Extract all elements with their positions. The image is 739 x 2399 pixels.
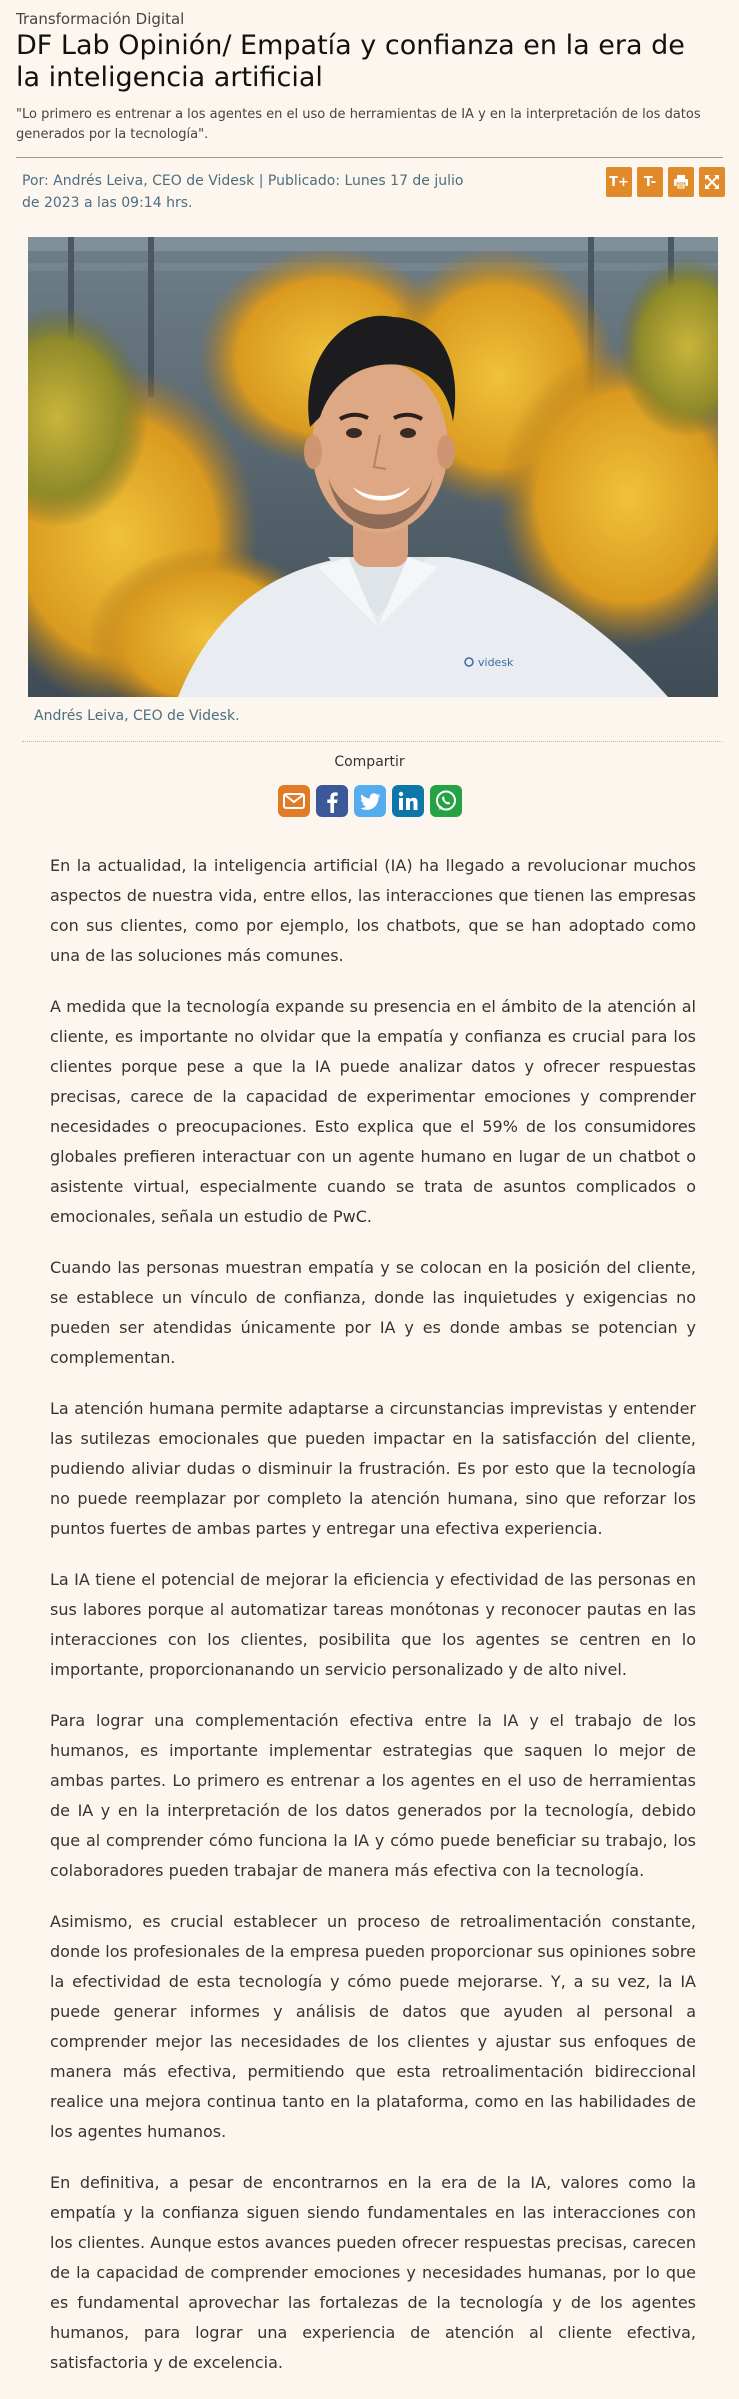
share-linkedin-button[interactable] (392, 785, 424, 817)
facebook-icon (320, 789, 344, 813)
article-tools (606, 167, 725, 197)
expand-button[interactable] (699, 167, 725, 197)
share-divider (22, 741, 722, 742)
print-icon (673, 174, 689, 190)
byline: Por: Andrés Leiva, CEO de Videsk | Publicado: Lunes 17 de julio de 2023 a las 09:14 hrs. (22, 173, 464, 211)
print-button[interactable] (668, 167, 694, 197)
email-icon (282, 789, 306, 813)
share-label: Compartir (334, 754, 405, 770)
article-paragraph: La atención humana permite adaptarse a circunstancias imprevistas y entender las sutilezas emocionales que pueden impactar en la satisfacción del cliente, pudiendo aliviar dudas o disminuir la frustración. Es por esto que la tecnología no puede reemplazar por completo la atención humana, sino que reforzar los puntos fuertes de ambas partes y entregar una efectiva experiencia. (50, 1399, 696, 1538)
article-paragraph: La IA tiene el potencial de mejorar la eficiencia y efectividad de las personas en sus labores porque al automatizar tareas monótonas y reconocer pautas en las interacciones con los clientes, posibilita que los agentes se centren en lo importante, proporcionanando un servicio personalizado y de alto nivel. (50, 1570, 696, 1679)
article-lead: "Lo primero es entrenar a los agentes en el uso de herramientas de IA y en la interpretación de los datos generados por la tecnología". (16, 107, 701, 142)
share-whatsapp-button[interactable] (430, 785, 462, 817)
decrease-font-button[interactable]: T- (637, 167, 663, 197)
expand-icon (704, 174, 720, 190)
article-paragraph: A medida que la tecnología expande su presencia en el ámbito de la atención al cliente, es importante no olvidar que la empatía y confianza es crucial para los clientes porque pese a que la IA puede analizar datos y ofrecer respuestas precisas, carece de la capacidad de experimentar emociones y comprender necesidades o preocupaciones. Esto explica que el 59% de los consumidores globales prefieren interactuar con un agente humano en lugar de un chatbot o asistente virtual, especialmente cuando se trata de asuntos complicados o emocionales, señala un estudio de PwC. (50, 997, 696, 1226)
article-paragraph: En definitiva, a pesar de encontrarnos en la era de la IA, valores como la empatía y la confianza siguen siendo fundamentales en las interacciones con los clientes. Aunque estos avances pueden ofrecer respuestas precisas, carecen de la capacidad de comprender emociones y necesidades humanas, por lo que es fundamental aprovechar las fortalezas de la tecnología y de los agentes humanos, para lograr una experiencia de atención al cliente efectiva, satisfactoria y de excelencia. (50, 2173, 696, 2372)
twitter-icon (358, 789, 382, 813)
article-title: DF Lab Opinión/ Empatía y confianza en la era de la inteligencia artificial (16, 30, 685, 93)
whatsapp-icon (433, 788, 459, 814)
increase-font-button[interactable]: T+ (606, 167, 632, 197)
linkedin-icon (396, 789, 420, 813)
share-buttons (0, 785, 739, 817)
article-paragraph: Cuando las personas muestran empatía y se colocan en la posición del cliente, se establece un vínculo de confianza, donde las inquietudes y exigencias no pueden ser atendidas únicamente por IA y es donde ambas se potencian y complementan. (50, 1258, 696, 1367)
section-label[interactable]: Transformación Digital (16, 10, 185, 28)
shirt-logo-text: videsk (478, 656, 514, 669)
article-paragraph: En la actualidad, la inteligencia artificial (IA) ha llegado a revolucionar muchos aspectos de nuestra vida, entre ellos, las interacciones que tienen las empresas con sus clientes, como por ejemplo, los chatbots, que se han adoptado como una de las soluciones más comunes. (50, 856, 696, 965)
header-divider (16, 157, 723, 158)
article-paragraph: Asimismo, es crucial establecer un proceso de retroalimentación constante, donde los profesionales de la empresa pueden proporcionar sus opiniones sobre la efectividad de esta tecnología y cómo puede mejorarse. Y, a su vez, la IA puede generar informes y análisis de datos que ayuden al personal a comprender mejor las necesidades de los clientes y ajustar sus enfoques de manera más efectiva, permitiendo que esta retroalimentación bidireccional realice una mejora continua tanto en la plataforma, como en las habilidades de los agentes humanos. (50, 1912, 696, 2141)
article-photo (28, 237, 718, 697)
portrait-illustration (28, 237, 718, 697)
share-email-button[interactable] (278, 785, 310, 817)
share-facebook-button[interactable] (316, 785, 348, 817)
article-paragraph: Para lograr una complementación efectiva entre la IA y el trabajo de los humanos, es importante implementar estrategias que saquen lo mejor de ambas partes. Lo primero es entrenar a los agentes en el uso de herramientas de IA y en la interpretación de los datos generados por la tecnología, debido que al comprender cómo funciona la IA y cómo puede beneficiar su trabajo, los colaboradores pueden trabajar de manera más efectiva con la tecnología. (50, 1711, 696, 1880)
article-body (50, 851, 696, 2399)
photo-caption: Andrés Leiva, CEO de Videsk. (34, 708, 240, 724)
share-twitter-button[interactable] (354, 785, 386, 817)
